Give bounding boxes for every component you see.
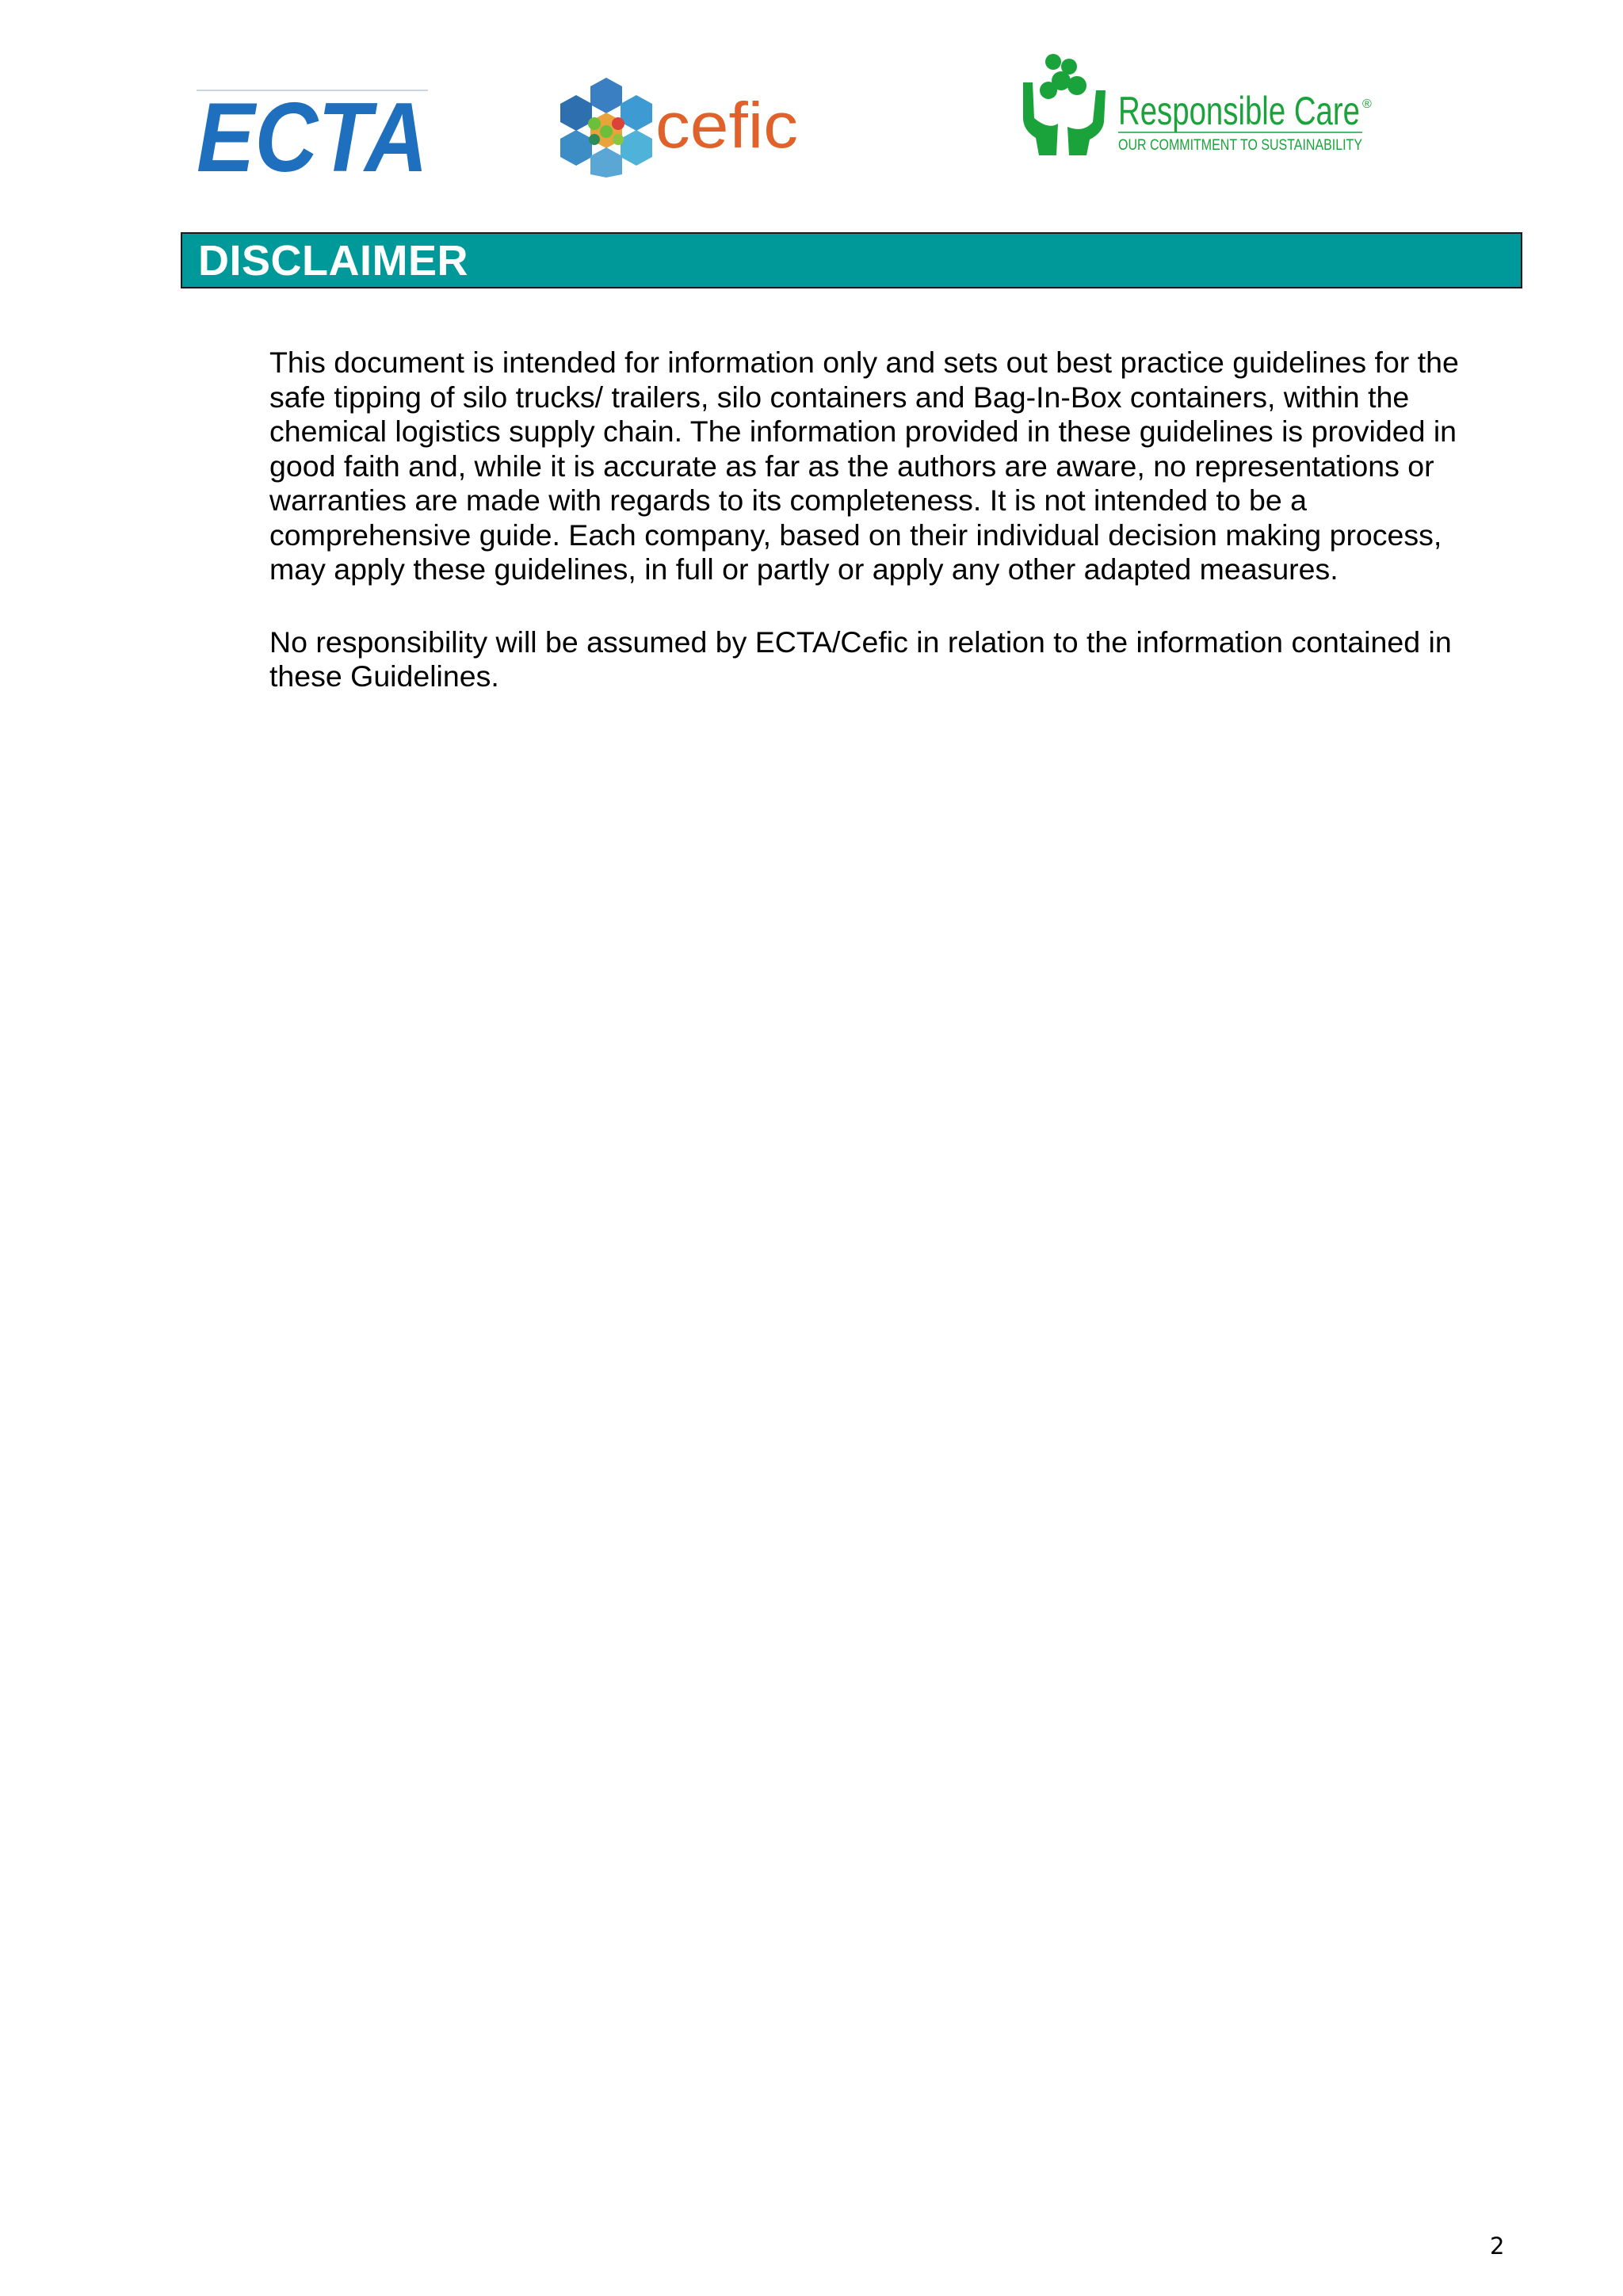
ecta-logo bbox=[197, 82, 434, 178]
responsible-care-hands-icon bbox=[1023, 54, 1106, 155]
responsible-care-logo bbox=[1017, 51, 1389, 162]
responsibility-paragraph: No responsibility will be assumed by ECTA/Cefic in relation to the information contained in these Guidelines. bbox=[269, 625, 1452, 693]
cefic-logo bbox=[559, 74, 804, 178]
ecta-logo-text: ECTA bbox=[197, 83, 428, 178]
cefic-logo-text: cefic bbox=[655, 90, 798, 162]
page-number: 2 bbox=[1490, 2233, 1505, 2260]
disclaimer-paragraph: This document is intended for information only and sets out best practice guidelines for the safe tipping of silo trucks/ trailers, silo containers and Bag-In-Box containers, within the chemical logistics supply chain. The information provided in these guidelines is provided in good faith and, while it is accurate as far as the authors are aware, no representations or warranties are made with regards to its completeness. It is not intended to be a comprehensive guide. Each company, based on their individual decision making process, may apply these guidelines, in full or partly or apply any other adapted measures. bbox=[269, 346, 1459, 586]
responsible-care-tagline: OUR COMMITMENT TO SUSTAINABILITY bbox=[1118, 137, 1363, 154]
responsible-care-registered: ® bbox=[1362, 97, 1372, 111]
disclaimer-body bbox=[269, 346, 1506, 694]
cefic-hexagon-icon bbox=[560, 78, 652, 178]
disclaimer-banner bbox=[181, 232, 1522, 288]
section-title: DISCLAIMER bbox=[198, 237, 468, 285]
responsible-care-title: Responsible Care bbox=[1118, 89, 1360, 133]
